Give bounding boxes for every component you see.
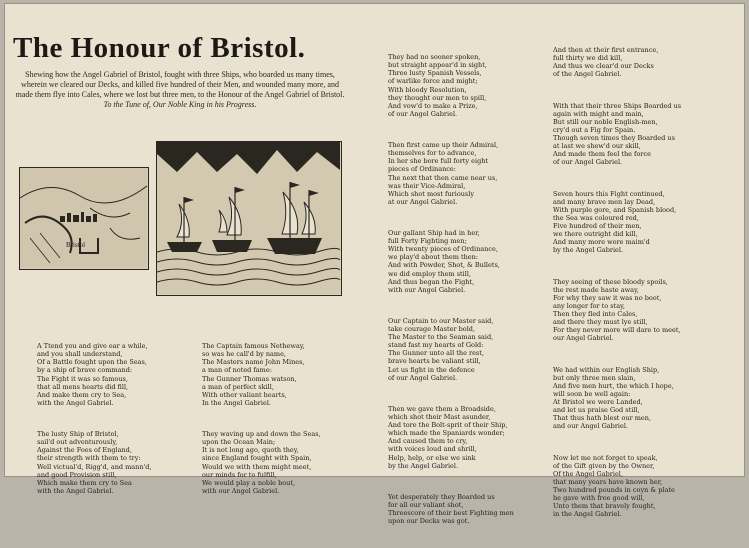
- subtitle-text: Shewing how the Angel Gabriel of Bristol, fought with three Ships, who boarded us many times, wherein we cleared our Decks, and killed five hundred of their Men, and wounded many more, and made them flye into Cales, where we lost but three men, to the Honour of the Angel Gabriel of Bristol.: [15, 70, 345, 99]
- map-woodcut: [19, 167, 149, 270]
- stanza: And then at their first entrance, full thirty we did kill, And thus we clear'd our Decks of the Angel Gabriel.: [553, 46, 659, 79]
- broadside-sheet: [4, 3, 745, 526]
- battle-illustration: [157, 142, 340, 294]
- stanza: They seeing of these bloody spoils, the rest made haste away, For why they saw it was no boot, any longer for to stay, Then they fled into Cales, and there they must lye still, For they never more will dare to meet, our Angel Gabriel.: [553, 277, 681, 343]
- stanza: Then first came up their Admiral, themselves for to advance, In her she bore full forty eight pieces of Ordinance: The next that then came near us, was their Vice-Admiral, Which shot most furiously at our Angel Gabriel.: [388, 141, 499, 206]
- stanza: The Captain famous Netheway, so was he call'd by name, The Masters name John Mines, a man of noted fame: The Gunner Thomas watson, a man of perfect skill, With other valiant hearts, In the Angel Gabriel.: [202, 342, 305, 407]
- stanza: We had within our English Ship, but only three men slain, And five men hurt, the which I hope, will soon be well again: At Bristol we were Landed, and let us praise God still, That thus hath blest our men, and our Angel Gabriel.: [553, 365, 674, 431]
- stanza: Now let me not forget to speak, of the Gift given by the Owner, Of the Angel Gabriel, that many years have known her, Two hundred pounds in coyn & plate he gave with free good will, Unto them that bravely fought, in the Angel Gabriel.: [553, 453, 675, 519]
- stanza: They had no sooner spoken, but straight appear'd in sight, Three lusty Spanish Vessels, of warlike force and might; With bloody Resolution, they thought our men to spill, And vow'd to make a Prize, of our Angel Gabriel.: [388, 53, 487, 118]
- verse-column-4: [553, 30, 681, 541]
- stanza: Yet desperately they Boarded us for all our valiant shot, Threescore of their best Fighting men upon our Decks was got.: [388, 492, 514, 526]
- page-title: The Honour of Bristol.: [13, 32, 306, 64]
- stanza: A Ttend you and give ear a while, and you shall understand, Of a Battle fought upon the Seas, by a ship of brave command: The Fight it was so famous, that all mens hearts did fill, And make them cry to Sea, with the Angel Gabriel.: [37, 342, 148, 407]
- stanza: Our Captain to our Master said, take courage Master bold, The Master to the Seaman said, stand fast my hearts of Gold: The Gunner unto all the rest, brave hearts be valiant still, Let us fight in the defence of our Angel Gabriel.: [388, 317, 494, 382]
- verse-column-1: [37, 326, 152, 518]
- map-illustration: [20, 168, 147, 268]
- verse-column-2: [202, 326, 321, 518]
- stanza: They waving up and down the Seas, upon the Ocean Main; It is not long ago, quoth they, since England fought with Spain, Would we with them might meet, our minds for to fulfill, We would play a noble bout, with our Angel Gabriel.: [202, 430, 321, 495]
- stanza: With that their three Ships Boarded us again with might and main, But still our noble English-men, cry'd out a Fig for Spain. Though seven times they Boarded us at last we shew'd our skill, And made them feel the force of our Angel Gabriel.: [553, 101, 682, 167]
- subtitle: [15, 70, 345, 110]
- stanza: Seven hours this Fight continued, and many brave men lay Dead, With purple gore, and Spanish blood, the Sea was coloured red, Five hundred of their men, we there outright did kill, And many more were maim'd by the Angel Gabriel.: [553, 189, 677, 255]
- stanza: Our gallant Ship had in her, full Forty Fighting men; With twenty pieces of Ordinance, we play'd about them then: And with Powder, Shot, & Bullets, we did employ them still, And thus began the Fight, with our Angel Gabriel.: [388, 229, 500, 294]
- map-label: Bristol: [66, 241, 86, 249]
- stanza: The lusty Ship of Bristol, sail'd out adventurously, Against the Foes of England, their strength with them to try: Well victual'd, Rigg'd, and mann'd, and good Provision still, Which make them cry to Sea with the Angel Gabriel.: [37, 430, 152, 495]
- battle-woodcut: [156, 141, 342, 296]
- tune-line: To the Tune of, Our Noble King in his Progress.: [103, 100, 257, 109]
- verse-column-3: [388, 37, 514, 548]
- stanza: Then we gave them a Broadside, which shot their Mast asunder, And tore the Bolt-sprit of their Ship, which made the Spaniards wonder; And caused them to cry, with voices loud and shrill, Help, help, or else we sink by the Angel Gabriel.: [388, 404, 508, 470]
